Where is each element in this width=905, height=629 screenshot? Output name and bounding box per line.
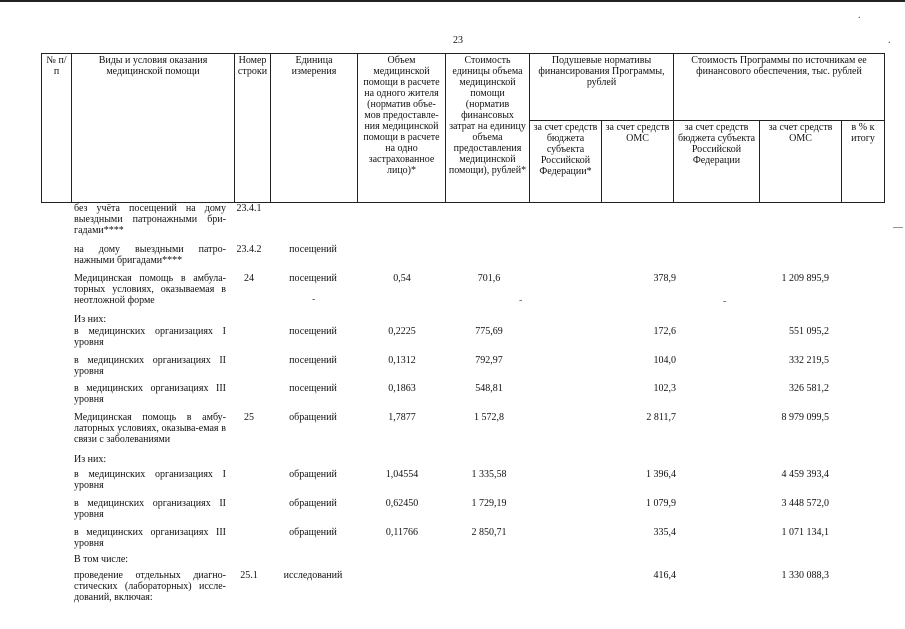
row-name: в медицинских организациях II уровня	[74, 355, 226, 377]
row-cost: 775,69	[475, 326, 503, 337]
row-cost: 1 729,19	[471, 498, 507, 509]
row-line: 25	[244, 412, 254, 423]
row-unit: посещений	[289, 326, 337, 337]
header-prog-pct: в % к итогу	[842, 121, 885, 203]
table-header	[41, 53, 885, 203]
row-line: 25.1	[240, 570, 258, 581]
row-prog-oms: 551 095,2	[789, 326, 829, 337]
row-prog-oms: 8 979 099,5	[781, 412, 829, 423]
row-prog-oms: 3 448 572,0	[781, 498, 829, 509]
row-cost: 2 850,71	[471, 527, 507, 538]
row-cost: 1 335,58	[471, 469, 507, 480]
row-volume: 0,54	[393, 273, 411, 284]
header-percap-oms: за счет средств ОМС	[602, 121, 674, 203]
row-volume: 0,2225	[388, 326, 416, 337]
row-name: проведение отдельных диагно-стических (лабораторных) иссле-дований, включая:	[74, 570, 226, 603]
row-cost: 701,6	[477, 273, 501, 284]
row-line: 23.4.1	[236, 203, 262, 214]
row-volume: 0,11766	[385, 527, 419, 538]
row-prog-oms: 1 330 088,3	[781, 570, 829, 581]
scan-mark: -	[519, 295, 523, 306]
row-prog-oms: 326 581,2	[789, 383, 829, 394]
row-percap-oms: 1 396,4	[646, 469, 676, 480]
row-percap-oms: 102,3	[653, 383, 676, 394]
row-percap-oms: 335,4	[653, 527, 676, 538]
header-prog: Стоимость Программы по источникам ее финансового обеспечения, тыс. рублей	[674, 54, 885, 121]
row-prog-oms: 332 219,5	[789, 355, 829, 366]
row-percap-oms: 378,9	[653, 273, 676, 284]
scan-mark: .	[858, 10, 861, 21]
header-line: Номер строки	[235, 54, 271, 203]
row-name: в медицинских организациях III уровня	[74, 383, 226, 405]
row-name: Из них:	[74, 314, 107, 325]
row-unit: обращений	[289, 527, 337, 538]
row-percap-oms: 104,0	[653, 355, 676, 366]
header-percap-budget: за счет средств бюджета субъекта Российской Федерации*	[530, 121, 602, 203]
header-cost: Стоимость единицы объема медицинской помощи (норматив финансовых затрат на единицу объема предоставления медицинской помощи), рублей*	[446, 54, 530, 203]
header-prog-oms: за счет средств ОМС	[760, 121, 842, 203]
header-kinds: Виды и условия оказания медицинской помощи	[72, 54, 235, 203]
row-unit: посещений	[289, 244, 337, 255]
row-percap-oms: 1 079,9	[646, 498, 676, 509]
page-number: 23	[453, 35, 463, 46]
row-volume: 0,62450	[385, 498, 419, 509]
row-line: 24	[244, 273, 254, 284]
row-unit: посещений	[289, 355, 337, 366]
row-name: в медицинских организациях I уровня	[74, 326, 226, 348]
row-name: Из них:	[74, 454, 107, 465]
row-unit: посещений	[289, 383, 337, 394]
row-unit: обращений	[289, 469, 337, 480]
row-name: без учёта посещений на дому выездными патронажными бри-гадами****	[74, 203, 226, 236]
row-unit: обращений	[289, 412, 337, 423]
scan-mark: —	[893, 222, 903, 233]
row-name: Медицинская помощь в амбу-латорных условиях, оказыва-емая в связи с заболеваниями	[74, 412, 226, 445]
row-prog-oms: 1 209 895,9	[781, 273, 829, 284]
row-cost: 1 572,8	[474, 412, 504, 423]
scan-mark: .	[888, 35, 891, 46]
row-prog-oms: 4 459 393,4	[781, 469, 829, 480]
row-unit: обращений	[289, 498, 337, 509]
row-name: в медицинских организациях I уровня	[74, 469, 226, 491]
row-name: В том числе:	[74, 554, 129, 565]
row-percap-oms: 2 811,7	[646, 412, 676, 423]
row-volume: 1,7877	[388, 412, 416, 423]
row-name: на дому выездными патро-нажными бригадами****	[74, 244, 226, 266]
row-name: в медицинских организациях II уровня	[74, 498, 226, 520]
row-volume: 1,04554	[385, 469, 419, 480]
row-name: Медицинская помощь в амбула-торных условиях, оказываемая в неотложной форме	[74, 273, 226, 306]
header-num: № п/п	[42, 54, 72, 203]
header-prog-budget: за счет средств бюджета субъекта Российской Федерации	[674, 121, 760, 203]
row-name: в медицинских организациях III уровня	[74, 527, 226, 549]
row-percap-oms: 416,4	[653, 570, 676, 581]
scan-mark: -	[723, 296, 727, 307]
row-volume: 0,1863	[388, 383, 416, 394]
row-line: 23.4.2	[236, 244, 262, 255]
row-prog-oms: 1 071 134,1	[781, 527, 829, 538]
top-rule	[0, 0, 905, 2]
row-volume: 0,1312	[388, 355, 416, 366]
row-percap-oms: 172,6	[653, 326, 676, 337]
row-unit: исследований	[283, 570, 343, 581]
row-cost: 792,97	[475, 355, 503, 366]
row-cost: 548,81	[475, 383, 503, 394]
header-percap: Подушевые нормативы финансирования Программы, рублей	[530, 54, 674, 121]
row-unit: посещений	[289, 273, 337, 284]
header-volume: Объем медицинской помощи в расчете на одного жителя (норматив объе-мов предоставле-ния медицинской помощи в расчете на одно застрахованное лицо)*	[358, 54, 446, 203]
header-unit: Единица измерения	[271, 54, 358, 203]
scan-mark: -	[312, 294, 316, 305]
